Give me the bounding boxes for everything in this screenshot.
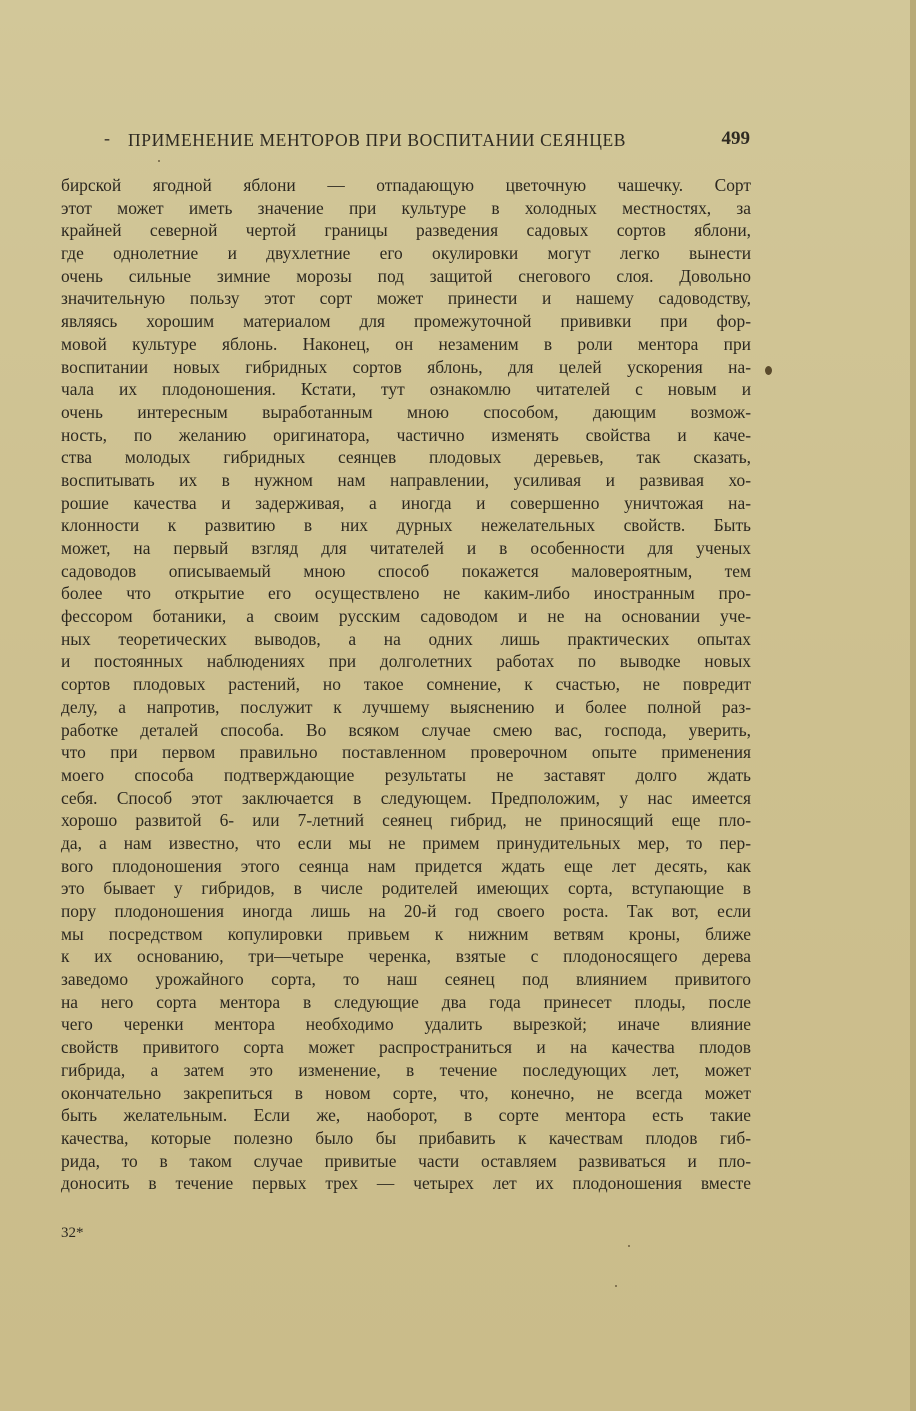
text-line: чего черенки ментора необходимо удалить вырезкой; иначе влияние: [61, 1014, 751, 1035]
text-line: рошие качества и задерживая, а иногда и совершенно уничтожая на-: [61, 492, 751, 513]
page-number: 499: [721, 128, 750, 149]
page-edge: [910, 0, 916, 1411]
text-line: более что открытие его осуществлено не каким-либо иностранным про-: [61, 583, 751, 604]
signature-mark: 32*: [61, 1225, 84, 1241]
text-line: что при первом правильно поставленном проверочном опыте применения: [61, 742, 751, 763]
text-line: крайней северной чертой границы разведения садовых сортов яблони,: [61, 220, 751, 241]
text-line: мовой культуре яблонь. Наконец, он незаменим в роли ментора при: [61, 333, 751, 354]
text-line: качества, которые полезно было бы прибавить к качествам плодов гиб-: [61, 1127, 751, 1148]
text-line: являясь хорошим материалом для промежуточной прививки при фор-: [61, 311, 751, 332]
text-line: ства молодых гибридных сеянцев плодовых деревьев, так сказать,: [61, 447, 751, 468]
text-line: садоводов описываемый мною способ покажется маловероятным, тем: [61, 560, 751, 581]
text-line: фессором ботаники, а своим русским садоводом и не на основании уче-: [61, 606, 751, 627]
text-line: пору плодоношения иногда лишь на 20-й год своего роста. Так вот, если: [61, 901, 751, 921]
text-line: к их основанию, три—четыре черенка, взятые с плодоносящего дерева: [61, 946, 751, 967]
text-line: этот может иметь значение при культуре в холодных местностях, за: [61, 197, 751, 218]
text-line: делу, а напротив, послужит к лучшему выяснению и более полной раз-: [61, 696, 751, 717]
text-line: это бывает у гибридов, в числе родителей имеющих сорта, вступающие в: [61, 878, 751, 899]
text-line: ных теоретических выводов, а на одних лишь практических опытах: [61, 628, 751, 649]
header-dash: -: [104, 128, 110, 148]
text-line: очень сильные зимние морозы под защитой снегового слоя. Довольно: [61, 265, 751, 286]
text-line: гибрида, а затем это изменение, в течение последующих лет, может: [61, 1059, 751, 1080]
text-line: где однолетние и двухлетние его окулировки могут легко вынести: [61, 243, 751, 264]
text-line: рида, то в таком случае привитые части оставляем развиваться и пло-: [61, 1150, 751, 1171]
text-line: моего способа подтверждающие результаты не заставят долго ждать: [61, 764, 751, 785]
paper-dot: [628, 1245, 630, 1247]
text-line: значительную пользу этот сорт может принести и нашему садоводству,: [61, 288, 751, 309]
ink-speck: [765, 366, 772, 375]
text-line: ность, по желанию оригинатора, частично изменять свойства и каче-: [61, 424, 751, 445]
text-line: бирской ягодной яблони — отпадающую цветочную чашечку. Сорт: [61, 175, 751, 195]
text-line: свойств привитого сорта может распространиться и на качества плодов: [61, 1037, 751, 1058]
text-line: очень интересным выработанным мною способом, дающим возмож-: [61, 401, 751, 422]
text-line: и постоянных наблюдениях при долголетних работах по выводке новых: [61, 651, 751, 672]
text-line: быть желательным. Если же, наоборот, в сорте ментора есть такие: [61, 1105, 751, 1126]
running-title: ПРИМЕНЕНИЕ МЕНТОРОВ ПРИ ВОСПИТАНИИ СЕЯНЦЕВ: [128, 130, 627, 150]
paper-dot: [158, 160, 160, 162]
text-line: работке деталей способа. Во всяком случае смею вас, господа, уверить,: [61, 719, 751, 740]
text-line: может, на первый взгляд для читателей и в особенности для ученых: [61, 538, 751, 558]
text-line: окончательно закрепиться в новом сорте, что, конечно, не всегда может: [61, 1082, 751, 1103]
text-line: вого плодоношения этого сеянца нам придется ждать еще лет десять, как: [61, 855, 751, 876]
text-line: воспитании новых гибридных сортов яблонь, для целей ускорения на-: [61, 356, 751, 377]
text-line: воспитывать их в нужном нам направлении, усиливая и развивая хо-: [61, 469, 751, 490]
text-line: чала их плодоношения. Кстати, тут ознакомлю читателей с новым и: [61, 379, 751, 400]
text-line: себя. Способ этот заключается в следующем. Предположим, у нас имеется: [61, 787, 751, 808]
paper-dot: [615, 1285, 617, 1287]
text-line: мы посредством копулировки привьем к нижним ветвям кроны, ближе: [61, 923, 751, 944]
body-text: [61, 174, 751, 1195]
text-line: клонности к развитию в них дурных нежелательных свойств. Быть: [61, 515, 751, 536]
text-line: сортов плодовых растений, но такое сомнение, к счастью, не повредит: [61, 674, 751, 695]
text-line: доносить в течение первых трех — четырех лет их плодоношения вместе: [61, 1173, 751, 1194]
text-line: заведомо урожайного сорта, то наш сеянец под влиянием привитого: [61, 969, 751, 990]
text-line: да, а нам известно, что если мы не примем принудительных мер, то пер-: [61, 832, 751, 853]
text-line: хорошо развитой 6- или 7-летний сеянец гибрид, не приносящий еще пло-: [61, 810, 751, 831]
running-header: [104, 126, 750, 156]
text-line: на него сорта ментора в следующие два года принесет плоды, после: [61, 991, 751, 1012]
